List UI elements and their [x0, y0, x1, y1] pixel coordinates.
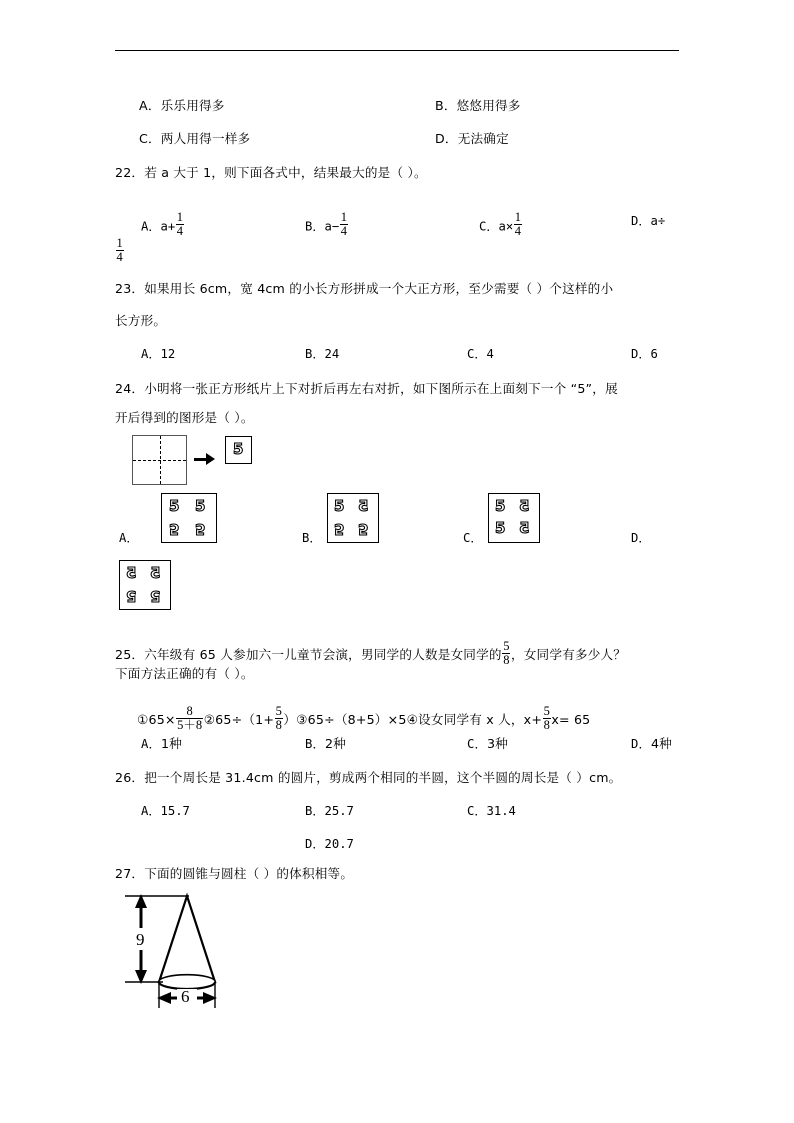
option-expression: a+ [160, 219, 176, 234]
question-22-option-d[interactable] [631, 213, 665, 229]
digit-5-rotate-180: 5 [150, 587, 161, 605]
question-23-stem-line1: 23．如果用长 6cm，宽 4cm 的小长方形拼成一个大正方形，至少需要（ ）个这样的小 [115, 281, 614, 296]
horizontal-fold-line [133, 460, 186, 461]
cone-figure [119, 888, 259, 1023]
question-23-stem-line2: 长方形。 [115, 313, 167, 328]
method-3: ③65÷（8+5）×5 [296, 712, 407, 727]
digit-5-normal: 5 [169, 497, 180, 515]
option-value: 1种 [160, 736, 182, 751]
question-24-option-b-figure[interactable] [327, 493, 379, 543]
question-25-stem-line2: 下面方法正确的有（ ）。 [115, 666, 254, 681]
carved-digit-box [225, 436, 252, 464]
question-22-option-c[interactable] [479, 211, 522, 238]
question-23-option-b[interactable] [305, 348, 339, 360]
question-27-stem: 27．下面的圆锥与圆柱（ ）的体积相等。 [115, 866, 354, 881]
option-letter: A． [141, 737, 161, 751]
option-value: 2种 [324, 736, 346, 751]
question-25-option-d[interactable] [631, 738, 672, 751]
digit-5-rotate-180: 5 [126, 587, 137, 605]
question-24-option-c-figure[interactable] [488, 493, 540, 543]
option-value: 3种 [486, 736, 508, 751]
option-letter: D． [631, 347, 651, 361]
digit-5-mirror-horizontal: 5 [126, 564, 137, 582]
option-letter: D． [305, 837, 325, 851]
method-4-pre: ④设女同学有 x 人，x+ [406, 712, 543, 727]
carryover-option-b[interactable]: B．悠悠用得多 [435, 98, 521, 113]
digit-5-normal: 5 [334, 497, 345, 515]
carryover-option-d[interactable]: D．无法确定 [435, 131, 509, 146]
option-value: 4 [486, 347, 494, 361]
option-letter: B． [305, 804, 325, 818]
fraction: $\frac{1}{4}$ [116, 236, 123, 264]
right-arrow-icon [194, 453, 216, 465]
question-24-stem-line1: 24．小明将一张正方形纸片上下对折后再左右对折，如下图所示在上面刻下一个 “5”，展 [115, 381, 618, 396]
option-letter: C． [479, 219, 499, 234]
method-4-post: x= 65 [551, 712, 591, 727]
carryover-option-c[interactable]: C．两人用得一样多 [139, 131, 251, 146]
question-23-option-d[interactable] [631, 348, 658, 360]
question-22-option-a[interactable] [141, 211, 184, 238]
question-24-option-b-letter[interactable]: B． [302, 531, 322, 545]
question-23-option-c[interactable] [467, 348, 494, 360]
question-25-option-b[interactable] [305, 738, 346, 751]
digit-5-mirror-horizontal: 5 [150, 564, 161, 582]
header-rule [115, 50, 679, 51]
question-25-methods [137, 705, 590, 732]
stem-text-pre: 25．六年级有 65 人参加六一儿童节会演，男同学的人数是女同学的 [115, 647, 502, 662]
exam-page [115, 0, 679, 1123]
question-26-option-b[interactable] [305, 805, 354, 817]
cone-height-label: 9 [136, 930, 145, 949]
question-26-option-c[interactable] [467, 805, 516, 817]
fraction: $\frac{5}{8}$ [543, 704, 550, 732]
fraction: $\frac{1}{4}$ [514, 210, 521, 238]
option-value: 25.7 [324, 804, 354, 818]
digit-5-mirror-horizontal: 5 [358, 497, 369, 515]
option-value: 15.7 [160, 804, 190, 818]
question-25-option-c[interactable] [467, 738, 508, 751]
fraction: $\frac{5}{8}$ [275, 704, 282, 732]
question-26-option-a[interactable] [141, 805, 190, 817]
option-expression: a× [498, 219, 514, 234]
fold-square-figure [132, 435, 187, 485]
option-letter: C． [467, 737, 487, 751]
option-letter: D． [631, 737, 651, 751]
option-letter: A． [141, 347, 161, 361]
fraction: $\frac{5}{8}$ [503, 639, 510, 667]
question-25-stem-line1 [115, 640, 626, 667]
digit-5-normal: 5 [195, 497, 206, 515]
option-value: 12 [160, 347, 176, 361]
question-26-stem: 26．把一个周长是 31.4cm 的圆片，剪成两个相同的半圆，这个半圆的周长是（ ）cm。 [115, 770, 622, 785]
option-letter: B． [305, 737, 325, 751]
question-24-option-a-figure[interactable] [161, 493, 217, 543]
stem-text-post: ，女同学有多少人？ [510, 647, 627, 662]
option-letter: C． [467, 347, 487, 361]
cone-body [159, 896, 215, 982]
method-1-pre: ①65× [137, 712, 176, 727]
option-letter: D． [631, 214, 651, 228]
question-22-option-b[interactable] [305, 211, 348, 238]
question-24-option-d-letter[interactable]: D． [631, 531, 651, 545]
question-22-stem: 22．若 a 大于 1，则下面各式中，结果最大的是（ ）。 [115, 165, 427, 180]
question-24-option-a-letter[interactable]: A． [119, 531, 139, 545]
fraction: $\frac{1}{4}$ [340, 210, 347, 238]
option-value: 24 [324, 347, 340, 361]
cone-diameter-label: 6 [181, 987, 190, 1006]
option-expression: a− [324, 219, 340, 234]
option-letter: B． [305, 347, 325, 361]
digit-5-flip-vertical: 5 [334, 520, 345, 538]
carryover-option-a[interactable]: A．乐乐用得多 [139, 98, 225, 113]
digit-5-normal: 5 [495, 497, 506, 515]
option-value: 31.4 [486, 804, 516, 818]
question-25-option-a[interactable] [141, 738, 182, 751]
digit-5-normal: 5 [233, 440, 244, 458]
option-value: 6 [650, 347, 658, 361]
digit-5-mirror-horizontal: 5 [519, 519, 530, 537]
digit-5-flip-vertical: 5 [169, 520, 180, 538]
question-24-option-c-letter[interactable]: C． [463, 531, 483, 545]
question-24-stem-line2: 开后得到的图形是（ ）。 [115, 410, 254, 425]
digit-5-normal: 5 [495, 519, 506, 537]
method-2-pre: ②65÷（1+ [203, 712, 275, 727]
method-2-post: ） [283, 712, 297, 727]
option-letter: A． [141, 219, 161, 234]
option-value: 20.7 [324, 837, 354, 851]
fraction: $\frac{8}{5+8}$ [177, 704, 203, 732]
digit-5-flip-vertical: 5 [195, 520, 206, 538]
digit-5-flip-vertical: 5 [358, 520, 369, 538]
question-26-option-d[interactable] [305, 838, 354, 850]
question-24-option-d-figure[interactable] [119, 560, 171, 610]
question-22-option-d-fraction [115, 237, 124, 264]
fraction: $\frac{1}{4}$ [176, 210, 183, 238]
option-letter: B． [305, 219, 325, 234]
option-letter: A． [141, 804, 161, 818]
option-value: 4种 [650, 736, 672, 751]
digit-5-mirror-horizontal: 5 [519, 497, 530, 515]
option-letter: C． [467, 804, 487, 818]
option-expression: a÷ [650, 214, 666, 228]
question-23-option-a[interactable] [141, 348, 175, 360]
